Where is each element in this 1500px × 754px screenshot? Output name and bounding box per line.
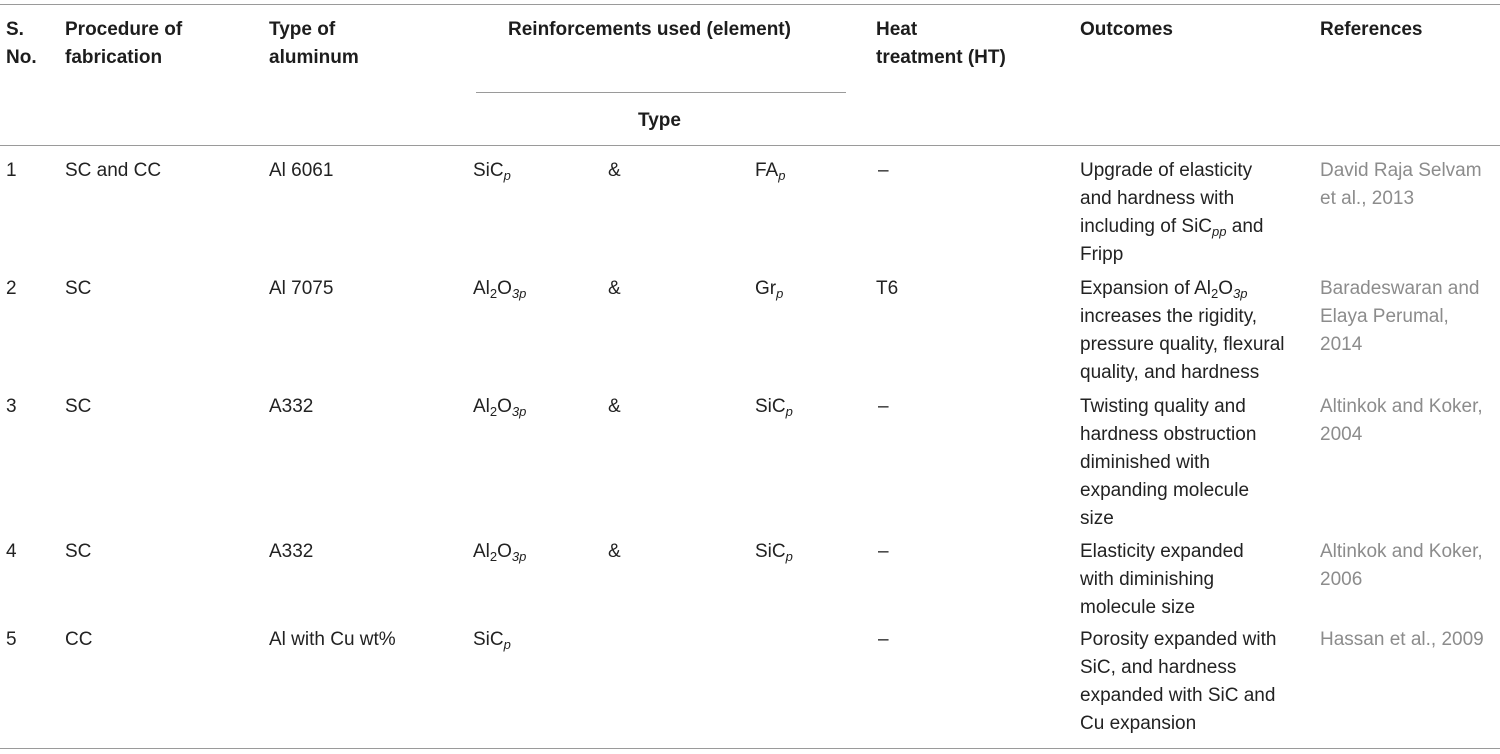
aluminum-cell: A332 xyxy=(269,541,314,562)
procedure-cell: SC and CC xyxy=(65,160,162,181)
header-references: References xyxy=(1320,19,1423,40)
sno-cell: 1 xyxy=(6,160,17,181)
outcomes-cell: Upgrade of elasticity and hardness with including of SiC$_{pp}$ and Fripp xyxy=(1080,160,1264,265)
sno-cell: 2 xyxy=(6,278,17,299)
heat-treatment-cell: – xyxy=(878,541,889,562)
ampersand-cell: & xyxy=(608,541,621,562)
reinforcement-2-cell: SiC$_p$ xyxy=(755,541,793,564)
outcomes-cell: Twisting quality and hardness obstruction diminished with expanding molecule size xyxy=(1080,396,1257,529)
procedure-cell: SC xyxy=(65,541,92,562)
outcomes-cell: Porosity expanded with SiC, and hardness expanded with SiC and Cu expansion xyxy=(1080,629,1277,734)
header-outcomes: Outcomes xyxy=(1080,19,1173,40)
procedure-cell: CC xyxy=(65,629,93,650)
reinforcement-1-cell: $Al_2O_{3p}$ xyxy=(473,541,527,564)
heat-treatment-cell: – xyxy=(878,160,889,181)
ampersand-cell: & xyxy=(608,396,621,417)
reinforcement-1-cell: SiC$_p$ xyxy=(473,629,511,652)
reinforcements-subrule xyxy=(476,92,846,93)
header-type-of-aluminum: Type of aluminum xyxy=(269,19,359,68)
references-cell: Altinkok and Koker, 2006 xyxy=(1320,541,1483,590)
reinforcement-2-cell: $FA_p$ xyxy=(755,160,786,183)
sno-cell: 4 xyxy=(6,541,17,562)
outcomes-cell: Expansion of $Al_2O_{3p}$ increases the rigidity, pressure quality, flexural quality, and hardness xyxy=(1080,278,1285,383)
aluminum-cell: Al 6061 xyxy=(269,160,334,181)
references-cell: David Raja Selvam et al., 2013 xyxy=(1320,160,1482,209)
header-procedure: Procedure of fabrication xyxy=(65,19,183,68)
table-bottom-rule xyxy=(0,748,1500,749)
reinforcement-1-cell: $Al_2O_{3p}$ xyxy=(473,278,527,301)
ampersand-cell: & xyxy=(608,160,621,181)
aluminum-cell: Al 7075 xyxy=(269,278,334,299)
aluminum-cell: Al with Cu wt% xyxy=(269,629,396,650)
references-cell: Baradeswaran and Elaya Perumal, 2014 xyxy=(1320,278,1480,355)
sno-cell: 5 xyxy=(6,629,17,650)
heat-treatment-cell: – xyxy=(878,396,889,417)
header-bottom-rule xyxy=(0,145,1500,146)
heat-treatment-cell: T6 xyxy=(876,278,899,299)
procedure-cell: SC xyxy=(65,396,92,417)
header-sno: S. No. xyxy=(6,19,37,68)
reinforcement-2-cell: SiC$_p$ xyxy=(755,396,793,419)
header-heat-treatment: Heat treatment (HT) xyxy=(876,19,1006,68)
ampersand-cell: & xyxy=(608,278,621,299)
procedure-cell: SC xyxy=(65,278,92,299)
references-cell: Altinkok and Koker, 2004 xyxy=(1320,396,1483,445)
outcomes-cell: Elasticity expanded with diminishing molecule size xyxy=(1080,541,1244,618)
table-top-rule xyxy=(0,4,1500,5)
reinforcement-1-cell: SiC$_p$ xyxy=(473,160,511,183)
heat-treatment-cell: – xyxy=(878,629,889,650)
references-cell: Hassan et al., 2009 xyxy=(1320,629,1484,650)
reinforcement-2-cell: $Gr_p$ xyxy=(755,278,784,301)
aluminum-cell: A332 xyxy=(269,396,314,417)
reinforcement-1-cell: $Al_2O_{3p}$ xyxy=(473,396,527,419)
sno-cell: 3 xyxy=(6,396,17,417)
header-type: Type xyxy=(638,110,681,131)
header-reinforcements: Reinforcements used (element) xyxy=(508,19,791,40)
